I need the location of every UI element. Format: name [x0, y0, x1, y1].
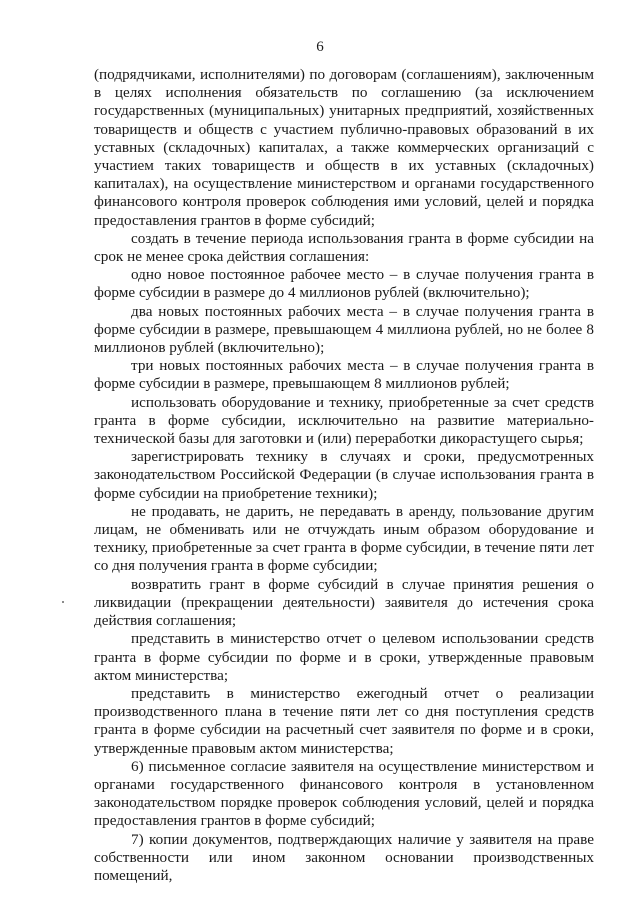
paragraph-register-machinery: зарегистрировать технику в случаях и сроки, предусмотренных законодательством Российской Федерации (в случае использования гранта в форме субсидии на приобретение техники);: [94, 448, 594, 502]
paragraph-annual-report: представить в министерство ежегодный отчет о реализации производственного плана в течение пяти лет со дня поступления средств гранта в форме субсидии на расчетный счет заявителя по форме и в сроки, утвержденные правовым актом министерства;: [94, 684, 594, 757]
paragraph-one-job: одно новое постоянное рабочее место – в случае получения гранта в форме субсидии в размере до 4 миллионов рублей (включительно);: [94, 266, 594, 302]
paragraph-no-alienation: не продавать, не дарить, не передавать в аренду, пользование другим лицам, не обменивать или не отчуждать иным образом оборудование и технику, приобретенные за счет гранта в форме субсидии, в течение пяти лет со дня получения гранта в форме субсидии;: [94, 502, 594, 575]
document-body: [94, 66, 594, 885]
paragraph-use-equipment: использовать оборудование и технику, приобретенные за счет средств гранта в форме субсидии, исключительно на развитие материально-технической базы для заготовки и (или) переработки дикорастущего сырья;: [94, 393, 594, 448]
paragraph-item-6-consent: 6) письменное согласие заявителя на осуществление министерством и органами государственного финансового контроля в установленном законодательством порядке проверок соблюдения условий, целей и порядка предоставления грантов в форме субсидий;: [94, 757, 594, 830]
paragraph-contractors-verification: (подрядчиками, исполнителями) по договорам (соглашениям), заключенным в целях исполнения обязательств по соглашению (за исключением государственных (муниципальных) унитарных предприятий, хозяйственных товариществ и обществ с участием публично-правовых образований в их уставных (складочных) капиталах, а также коммерческих организаций с участием таких товариществ и обществ в их уставных (складочных) капиталах), на осуществление министерством и органами государственного финансового контроля проверок соблюдения ими условий, целей и порядка предоставления грантов в форме субсидий;: [94, 66, 594, 229]
paragraph-create-jobs: создать в течение периода использования гранта в форме субсидии на срок не менее срока действия соглашения:: [94, 229, 594, 266]
paragraph-item-7-documents: 7) копии документов, подтверждающих наличие у заявителя на праве собственности или ином законном основании производственных помещений,: [94, 830, 594, 884]
paragraph-usage-report: представить в министерство отчет о целевом использовании средств гранта в форме субсидии по форме и в сроки, утвержденные правовым актом министерства;: [94, 630, 594, 684]
scan-speck: [62, 601, 64, 603]
paragraph-three-jobs: три новых постоянных рабочих места – в случае получения гранта в форме субсидии в размере, превышающем 8 миллионов рублей;: [94, 357, 594, 393]
paragraph-two-jobs: два новых постоянных рабочих места – в случае получения гранта в форме субсидии в размере, превышающем 4 миллиона рублей, но не более 8 миллионов рублей (включительно);: [94, 302, 594, 357]
paragraph-return-grant: возвратить грант в форме субсидий в случае принятия решения о ликвидации (прекращении деятельности) заявителя до истечения срока действия соглашения;: [94, 575, 594, 630]
page-number: 6: [316, 39, 324, 55]
